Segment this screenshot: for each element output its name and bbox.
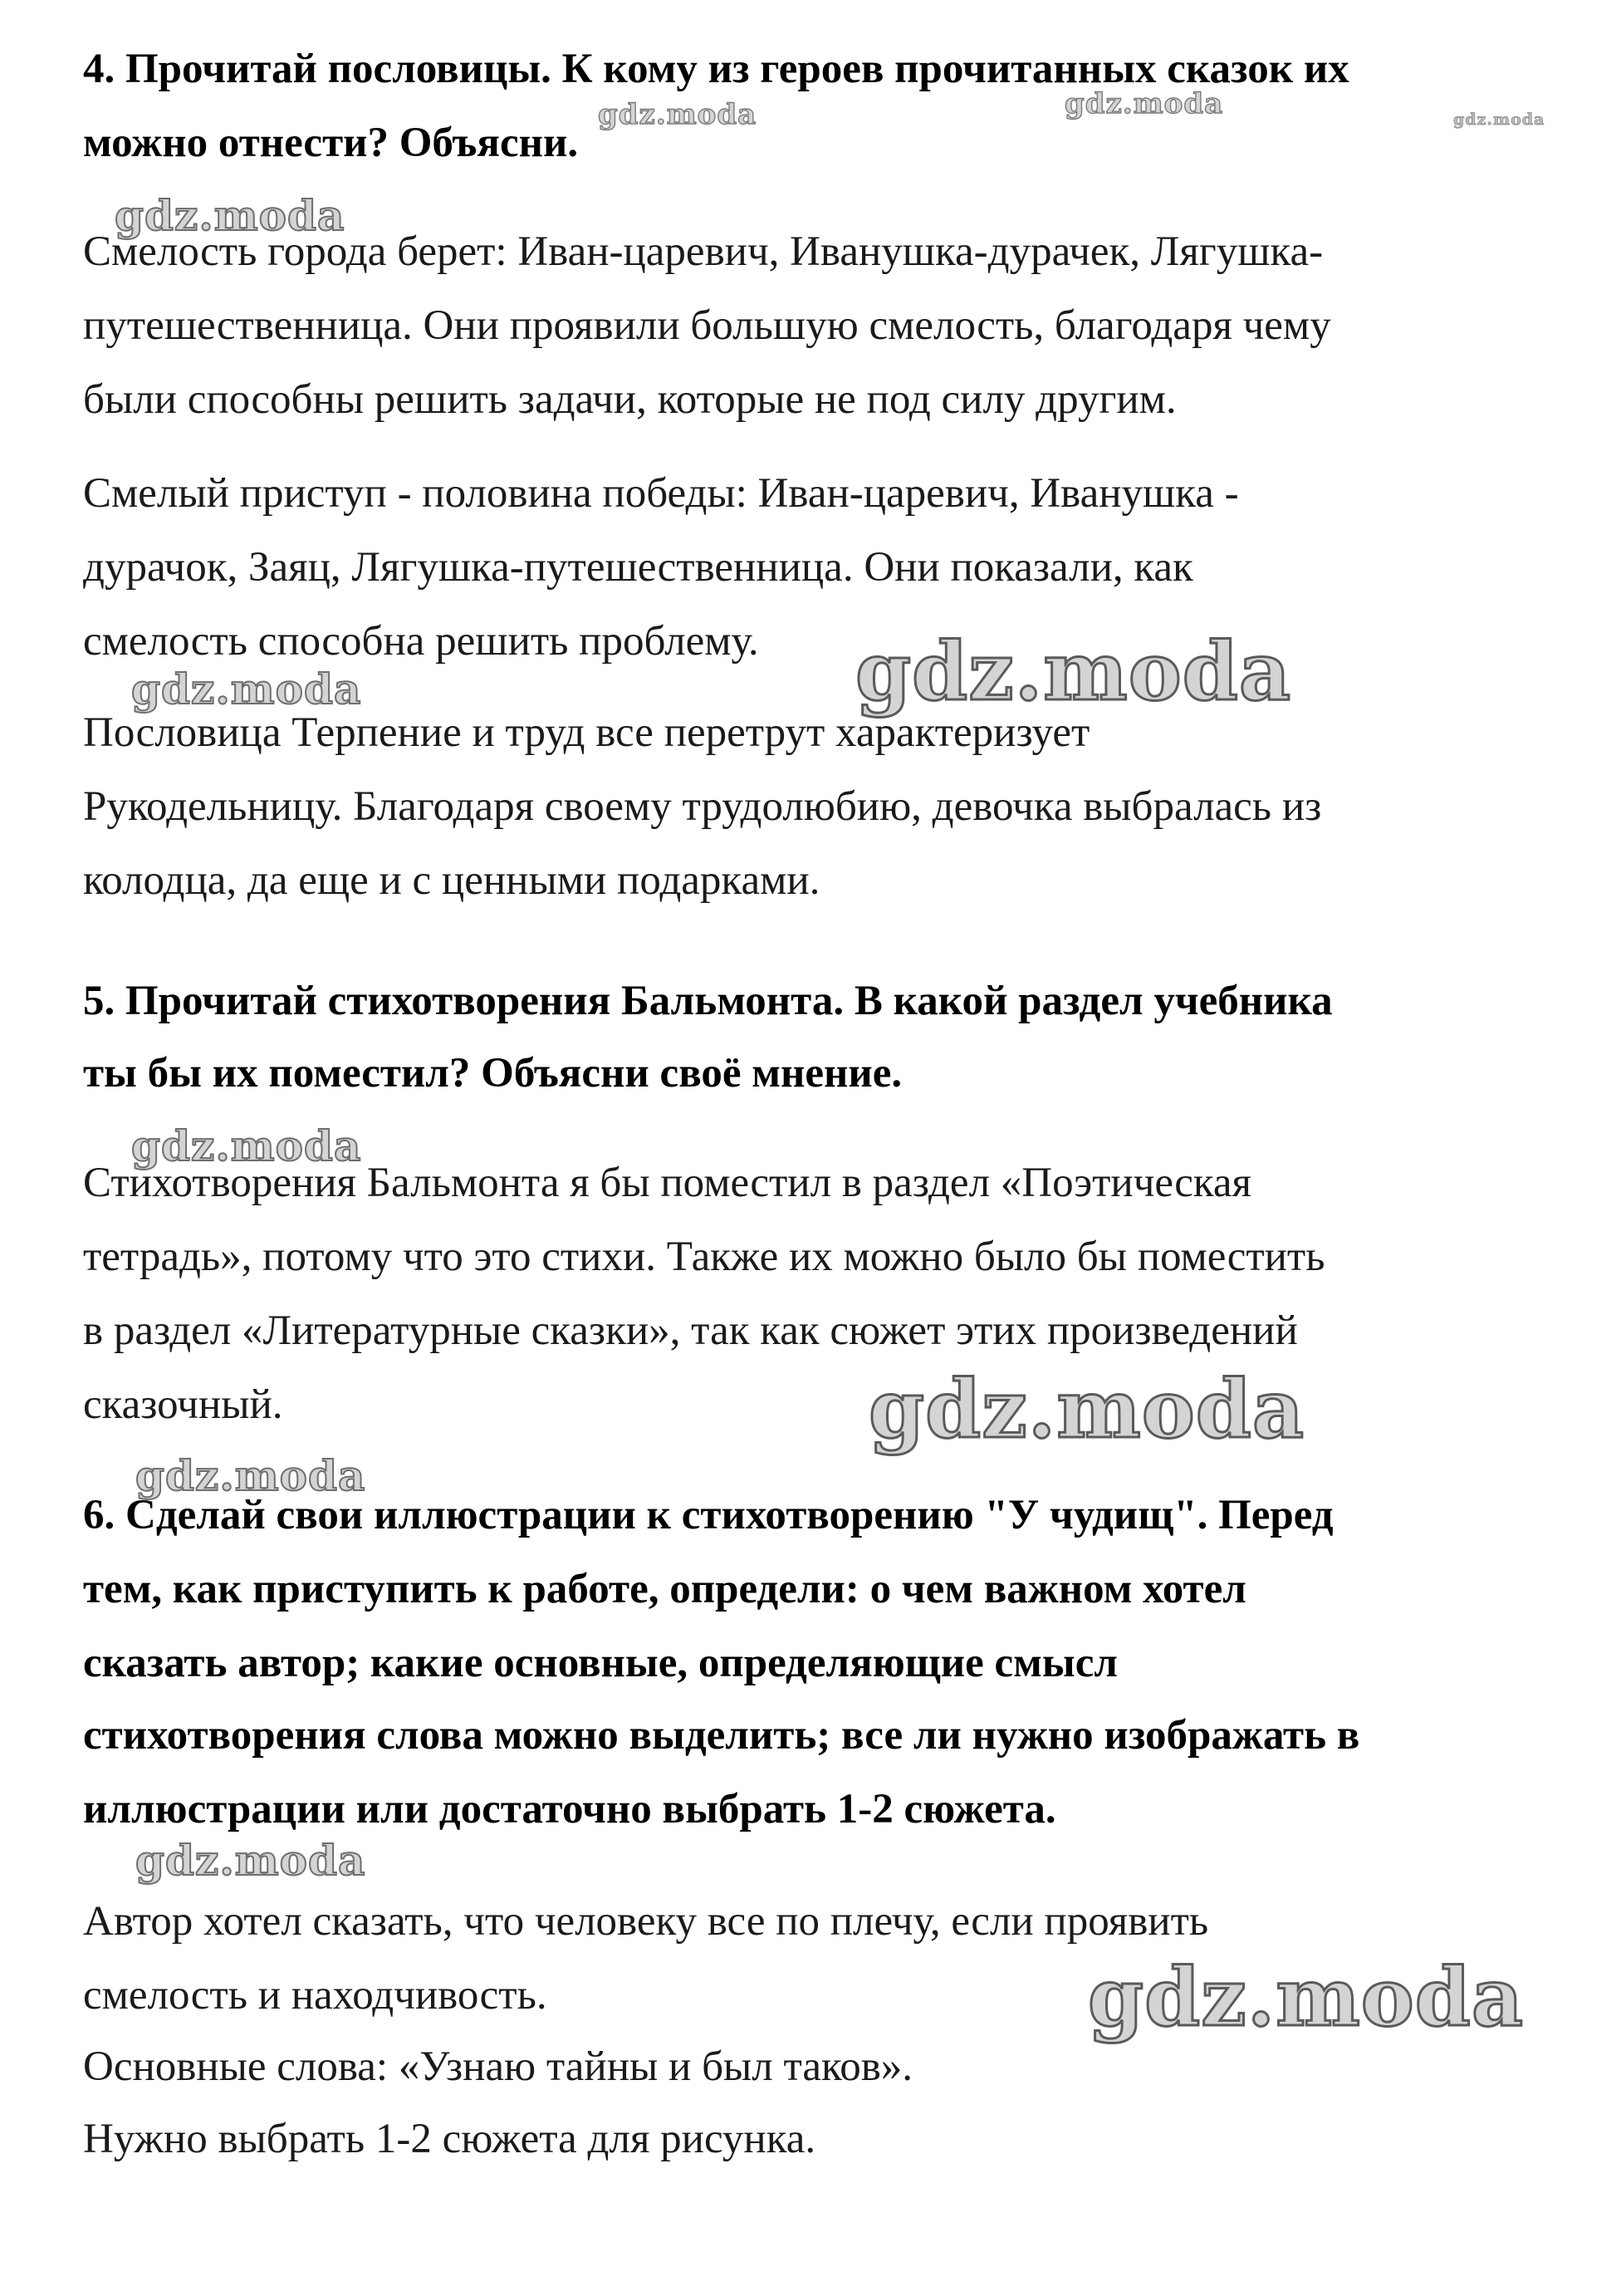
question-5-line: ты бы их поместил? Объясни своё мнение. (83, 1050, 903, 1096)
question-5-line: 5. Прочитай стихотворения Бальмонта. В какой раздел учебника (83, 978, 1333, 1024)
answer-4-line: смелость способна решить проблему. (83, 618, 759, 665)
answer-5-line: тетрадь», потому что это стихи. Также их можно было бы поместить (83, 1234, 1325, 1280)
question-6-line: иллюстрации или достаточно выбрать 1-2 сюжета. (83, 1786, 1056, 1832)
answer-6-line: Автор хотел сказать, что человеку все по плечу, если проявить (83, 1898, 1209, 1945)
answer-5-line: в раздел «Литературные сказки», так как сюжет этих произведений (83, 1307, 1298, 1354)
answer-4-line: были способны решить задачи, которые не под силу другим. (83, 376, 1177, 423)
answer-4-line: путешественница. Они проявили большую смелость, благодаря чему (83, 302, 1331, 349)
question-6-line: тем, как приступить к работе, определи: о чем важном хотел (83, 1566, 1246, 1612)
answer-6-line: смелость и находчивость. (83, 1972, 547, 2019)
answer-6-line: Основные слова: «Узнаю тайны и был таков». (83, 2043, 913, 2090)
question-6-line: стихотворения слова можно выделить; все ли нужно изображать в (83, 1712, 1360, 1759)
watermark-logo: gdz.moda (131, 1121, 362, 1170)
question-4-line: 4. Прочитай пословицы. К кому из героев прочитанных сказок их (83, 46, 1349, 92)
answer-5-line: Стихотворения Бальмонта я бы поместил в раздел «Поэтическая (83, 1160, 1251, 1206)
answer-4-line: дурачок, Заяц, Лягушка-путешественница. Они показали, как (83, 544, 1193, 591)
watermark-logo: gdz.moda (135, 1836, 366, 1885)
question-4-line: можно отнести? Объясни. (83, 120, 579, 166)
answer-4-line: Пословица Терпение и труд все перетрут характеризует (83, 709, 1090, 756)
watermark-logo: gdz.moda (135, 1451, 366, 1500)
watermark-logo: gdz.moda (1453, 110, 1545, 129)
watermark-logo: gdz.moda (1065, 87, 1224, 120)
watermark-logo: gdz.moda (598, 98, 757, 131)
question-6-line: сказать автор; какие основные, определяющие смысл (83, 1640, 1118, 1686)
answer-5-line: сказочный. (83, 1381, 283, 1428)
watermark-logo: gdz.moda (855, 625, 1292, 719)
watermark-logo: gdz.moda (131, 665, 362, 714)
answer-4-line: Смелый приступ - половина победы: Иван-царевич, Иванушка - (83, 470, 1239, 517)
answer-6-line: Нужно выбрать 1-2 сюжета для рисунка. (83, 2116, 816, 2162)
watermark-logo: gdz.moda (115, 191, 345, 240)
watermark-logo: gdz.moda (1088, 1950, 1525, 2044)
answer-4-line: Рукодельницу. Благодаря своему трудолюбию, девочка выбралась из (83, 783, 1322, 830)
question-6-line: 6. Сделай свои иллюстрации к стихотворению "У чудищ". Перед (83, 1492, 1334, 1538)
watermark-logo: gdz.moda (869, 1362, 1305, 1456)
answer-4-line: колодца, да еще и с ценными подарками. (83, 857, 820, 904)
answer-4-line: Смелость города берет: Иван-царевич, Иванушка-дурачек, Лягушка- (83, 228, 1324, 275)
